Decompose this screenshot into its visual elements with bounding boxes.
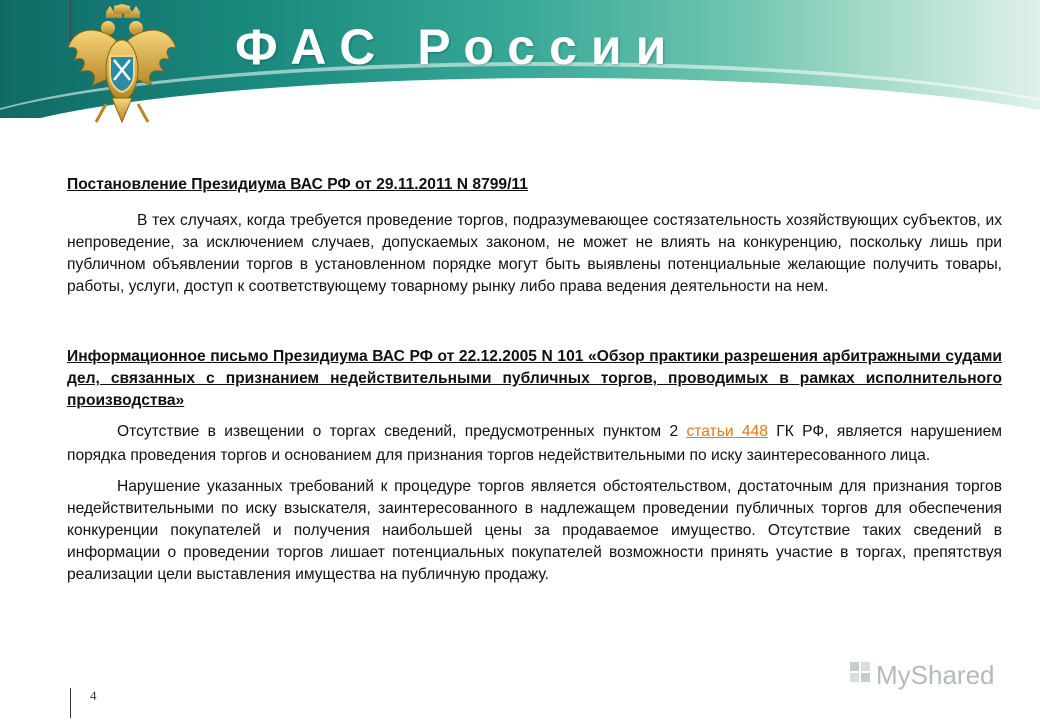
paragraph-2-text-end: ГК РФ, является нарушением порядка проведения торгов и основанием для признания торгов недействительными по иску заинтересованного лица. [67,423,1002,464]
paragraph-2-text-start: Отсутствие в извещении о торгах сведений, предусмотренных пунктом 2 [117,423,687,440]
page-number: 4 [90,688,97,703]
section-heading-1: Постановление Президиума ВАС РФ от 29.11.2011 N 8799/11 [67,176,528,193]
section-heading-2: Информационное письмо Президиума ВАС РФ от 22.12.2005 N 101 «Обзор практики разрешения арбитражными судами дел, связанных с признанием недействительными публичных торгов, проводимых в рамках исполнительного производства» [67,348,1002,409]
paragraph-1: В тех случаях, когда требуется проведение торгов, подразумевающее состязательность хозяйствующих субъектов, их непроведение, за исключением случаев, допускаемых законом, не может не влиять на конкуренцию, поскольку лишь при публичном объявлении торгов в установленном порядке могут быть выявлены потенциальные желающие получить товары, работы, услуги, доступ к соответствующему товарному рынку либо права ведения деятельности на нем. [67,212,1002,295]
article-448-link[interactable]: статьи 448 [686,423,768,440]
page-title: ФАС России [235,19,681,75]
myshared-watermark-logo [848,656,1008,692]
document-body [67,174,1002,586]
paragraph-2 [67,420,1002,468]
double-headed-eagle-emblem-icon [66,4,178,138]
bottom-divider-line [70,688,71,718]
paragraph-3: Нарушение указанных требований к процедуре торгов является обстоятельством, достаточным для признания торгов недействительными по иску взыскателя, заинтересованного в надлежащем проведении публичных торгов для обеспечения конкуренции покупателей и получения наибольшей цены за продаваемое имущество. Отсутствие таких сведений в информации о проведении торгов лишает потенциальных покупателей возможности принять участие в торгах, препятствуя реализации цели выставления имущества на публичную продажу. [67,478,1002,583]
watermark-text: MyShared [876,660,995,690]
